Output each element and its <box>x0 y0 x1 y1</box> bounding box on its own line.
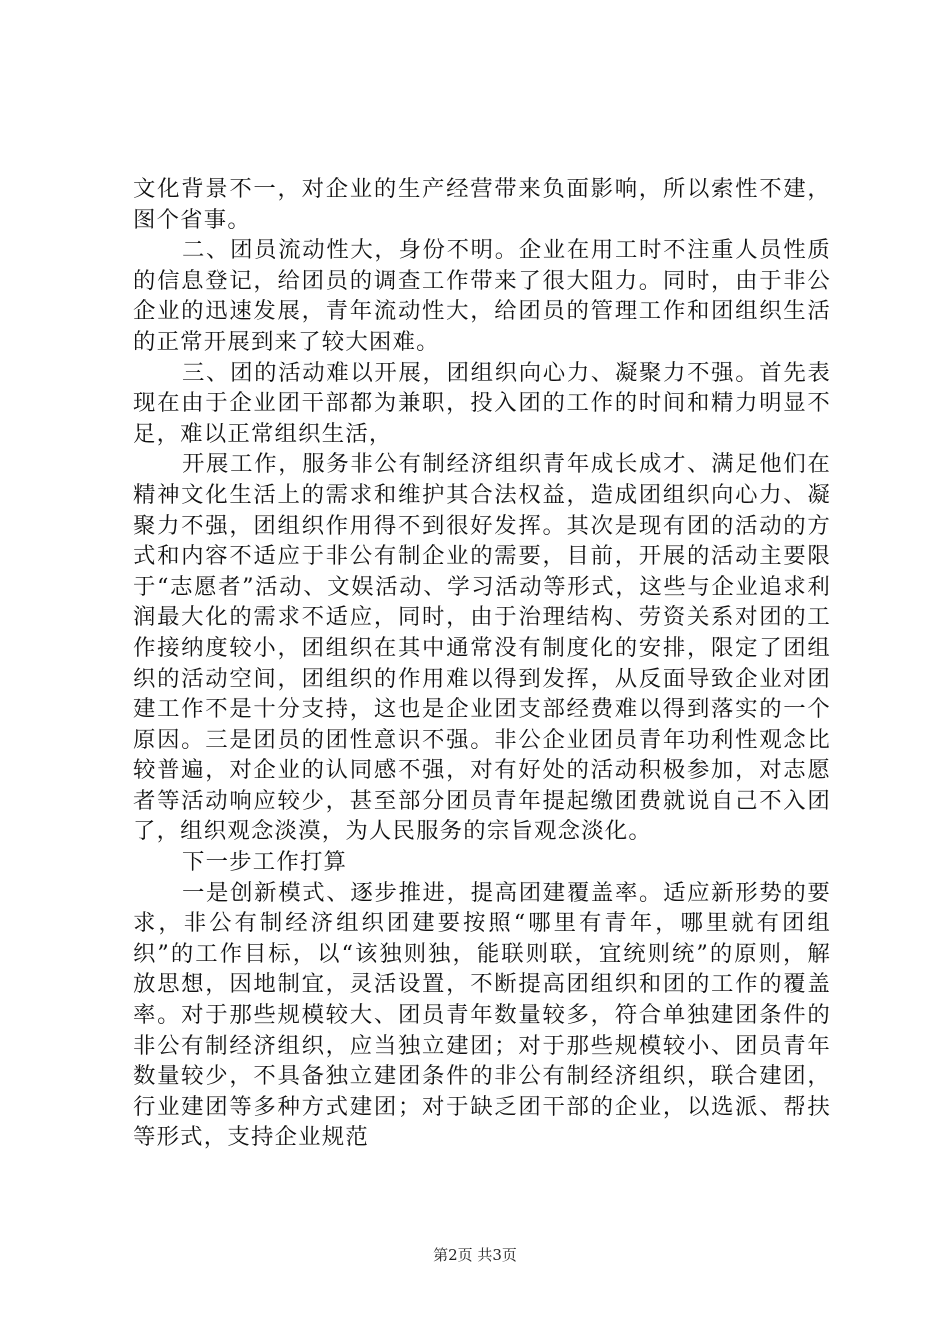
paragraph-innovation: 一是创新模式、逐步推进，提高团建覆盖率。适应新形势的要求，非公有制经济组织团建要按照“哪里有青年，哪里就有团组织”的工作目标，以“该独则独，能联则联，宜统则统”的原则，解放思想，因地制宜，灵活设置，不断提高团组织和团的工作的覆盖率。对于那些规模较大、团员青年数量较多，符合单独建团条件的非公有制经济组织，应当独立建团；对于那些规模较小、团员青年数量较少，不具备独立建团条件的非公有制经济组织，联合建团，行业建团等多种方式建团；对于缺乏团干部的企业，以选派、帮扶等形式，支持企业规范 <box>133 879 831 1151</box>
paragraph-point-three: 三、团的活动难以开展，团组织向心力、凝聚力不强。首先表现在由于企业团干部都为兼职，投入团的工作的时间和精力明显不足，难以正常组织生活， <box>133 359 831 447</box>
section-heading-next-steps: 下一步工作打算 <box>182 849 348 876</box>
document-body <box>133 174 831 1153</box>
paragraph-continued: 文化背景不一，对企业的生产经营带来负面影响，所以索性不建，图个省事。 <box>133 176 831 233</box>
page-number-footer: 第2页 共3页 <box>433 1246 517 1264</box>
paragraph-activities: 开展工作，服务非公有制经济组织青年成长成才、满足他们在精神文化生活上的需求和维护其合法权益，造成团组织向心力、凝聚力不强，团组织作用得不到很好发挥。其次是现有团的活动的方式和内容不适应于非公有制企业的需要，目前，开展的活动主要限于“志愿者”活动、文娱活动、学习活动等形式，这些与企业追求利润最大化的需求不适应，同时，由于治理结构、劳资关系对团的工作接纳度较小，团组织在其中通常没有制度化的安排，限定了团组织的活动空间，团组织的作用难以得到发挥，从反面导致企业对团建工作不是十分支持，这也是企业团支部经费难以得到落实的一个原因。三是团员的团性意识不强。非公企业团员青年功利性观念比较普遍，对企业的认同感不强，对有好处的活动积极参加，对志愿者等活动响应较少，甚至部分团员青年提起缴团费就说自己不入团了，组织观念淡漠，为人民服务的宗旨观念淡化。 <box>133 451 831 845</box>
paragraph-point-two: 二、团员流动性大，身份不明。企业在用工时不注重人员性质的信息登记，给团员的调查工作带来了很大阻力。同时，由于非公企业的迅速发展，青年流动性大，给团员的管理工作和团组织生活的正常开展到来了较大困难。 <box>133 237 831 355</box>
